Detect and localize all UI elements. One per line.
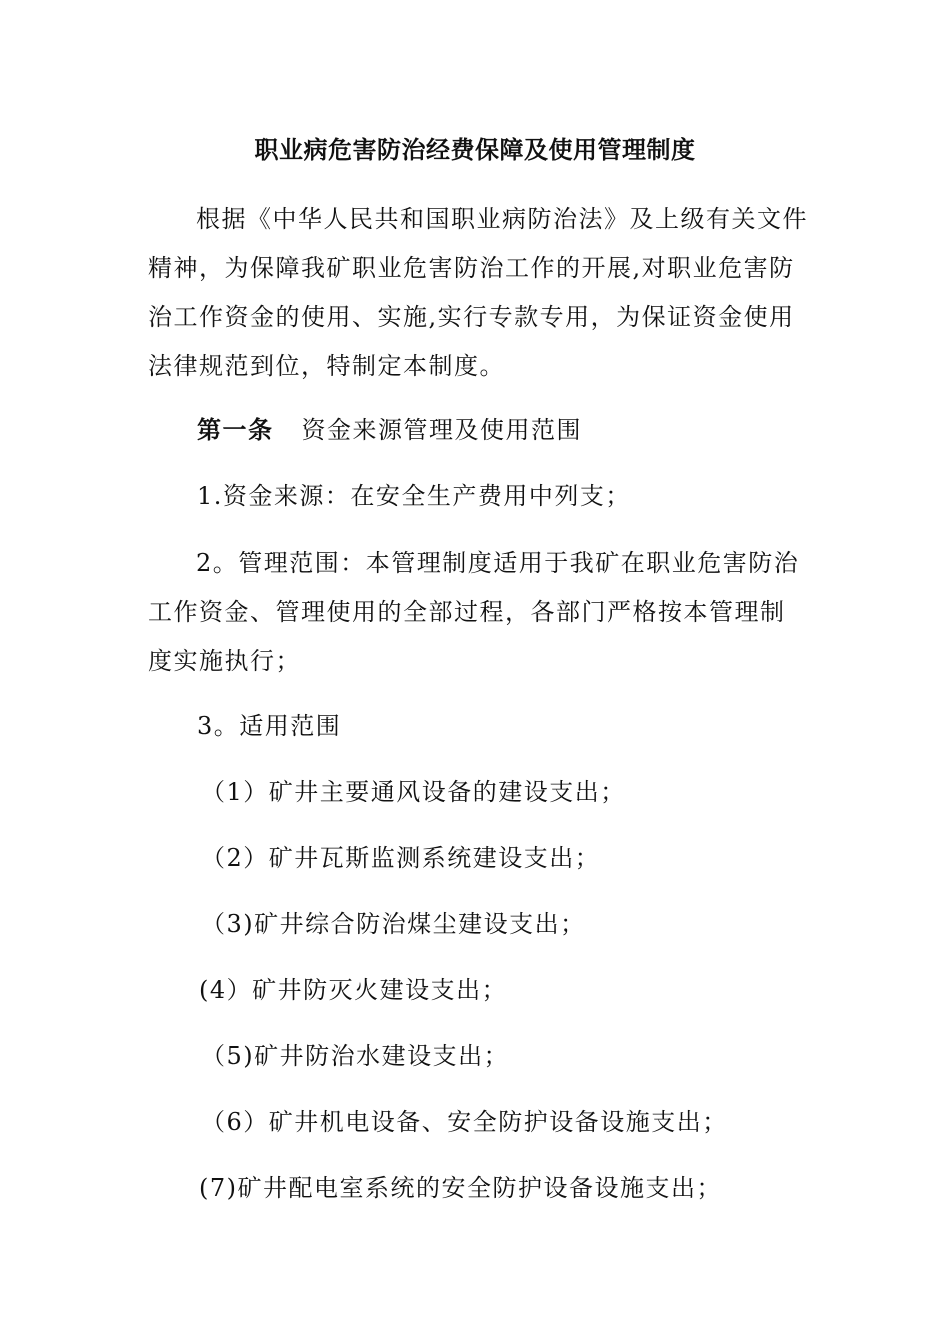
scope-item-6: （6）矿井机电设备、安全防护设备设施支出； xyxy=(201,1108,728,1136)
scope-item-7: (7)矿井配电室系统的安全防护设备设施支出； xyxy=(199,1174,722,1202)
scope-item-3: （3)矿井综合防治煤尘建设支出； xyxy=(201,910,586,938)
scope-item-4: (4）矿井防灭火建设支出； xyxy=(199,976,508,1004)
scope-item-1: （1）矿井主要通风设备的建设支出； xyxy=(201,778,626,806)
document-title: 职业病危害防治经费保障及使用管理制度 xyxy=(254,136,696,164)
scope-item-2: （2）矿井瓦斯监测系统建设支出； xyxy=(201,844,601,872)
article-1-title: 资金来源管理及使用范围 xyxy=(301,416,582,444)
intro-paragraph: 根据《中华人民共和国职业病防治法》及上级有关文件精神，为保障我矿职业危害防治工作的开展,对职业危害防治工作资金的使用、实施,实行专款专用，为保证资金使用法律规范到位，特制定本制度。 xyxy=(148,205,808,380)
article-1-heading xyxy=(197,408,582,452)
scope-item-5: （5)矿井防治水建设支出； xyxy=(201,1042,510,1070)
item-funding-source: 1.资金来源：在安全生产费用中列支； xyxy=(197,482,631,510)
item-management-scope: 2。管理范围：本管理制度适用于我矿在职业危害防治工作资金、管理使用的全部过程，各部门严格按本管理制度实施执行； xyxy=(148,549,800,675)
article-1-label: 第一条 xyxy=(197,416,274,444)
item-applicable-scope: 3。适用范围 xyxy=(197,712,342,740)
